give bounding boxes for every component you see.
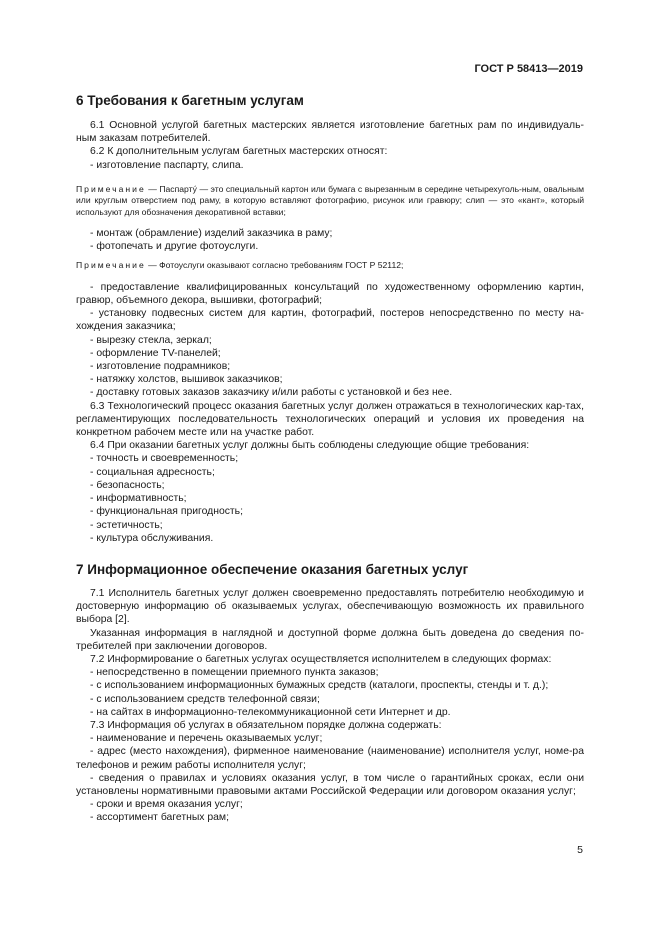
list-item: - информативность; (90, 493, 187, 505)
paragraph-6-4: 6.4 При оказании багетных услуг должны быть соблюдены следующие общие требования: (90, 440, 530, 452)
list-item: - с использованием средств телефонной связи; (90, 693, 320, 705)
paragraph-7-3: 7.3 Информация об услугах в обязательном порядке должна содержать: (90, 720, 442, 732)
list-item: - сроки и время оказания услуг; (90, 799, 243, 811)
note-text: — Паспарту́ — это специальный картон или бумага с вырезанным в середине четырехуголь-ным, овальным или круглым отверстием под раму, в которую вставляют фотографию, рисунок или гравюру; слип — это «кант», который используют для обозначения декоративной вставки; (76, 183, 584, 217)
section-6-heading: 6 Требования к багетным услугам (76, 93, 304, 108)
note-label: Примечание (76, 183, 146, 194)
list-item: - с использованием информационных бумажных средств (каталоги, проспекты, стенды и т. д.); (90, 680, 549, 692)
note-label: Примечание (76, 260, 146, 271)
paragraph-7-1: 7.1 Исполнитель багетных услуг должен своевременно предоставлять потребителю необходимую и достоверную информацию об оказываемых услугах, обеспечивающую возможность их правильного выбора [2]. (76, 588, 584, 626)
list-item: - точность и своевременность; (90, 453, 239, 465)
paragraph-7-2: 7.2 Информирование о багетных услугах осуществляется исполнителем в следующих формах: (90, 654, 552, 666)
paragraph-6-1: 6.1 Основной услугой багетных мастерских является изготовление багетных рам по индивидуаль-ным заказам потребителей. (76, 120, 584, 145)
list-item: - монтаж (обрамление) изделий заказчика в раму; (90, 228, 333, 240)
page-number: 5 (577, 844, 583, 856)
list-item: - натяжку холстов, вышивок заказчиков; (90, 374, 283, 386)
section-6-body (76, 119, 584, 545)
list-item: - вырезку стекла, зеркал; (90, 334, 212, 346)
list-item: - адрес (место нахождения), фирменное наименование (наименование) исполнителя услуг, номе-ра телефонов и режим работы исполнителя услуг; (76, 746, 584, 771)
section-7-body (76, 587, 584, 825)
list-item: - изготовление подрамников; (90, 361, 231, 373)
list-item: - эстетичность; (90, 519, 163, 531)
list-item: - доставку готовых заказов заказчику и/или работы с установкой и без нее. (90, 387, 453, 399)
standard-number: ГОСТ Р 58413—2019 (474, 63, 583, 75)
list-item: - сведения о правилах и условиях оказания услуг, в том числе о гарантийных сроках, если они установлены нормативными правовыми актами Российской Федерации или договором оказания услуг; (76, 772, 584, 798)
paragraph-6-3: 6.3 Технологический процесс оказания багетных услуг должен отражаться в технологических кар-тах, регламентирующих последовательность технологических операций и условия их проведения на конкретном рабочем месте или на участке работ. (76, 400, 584, 439)
list-item: - изготовление паспарту, слипа. (90, 159, 244, 171)
list-item: - культура обслуживания. (90, 532, 214, 544)
list-item: - на сайтах в информационно-телекоммуникационной сети Интернет и др. (90, 706, 451, 718)
note-1 (76, 184, 584, 218)
list-item: - установку подвесных систем для картин, фотографий, постеров непосредственно по месту на-хождения заказчика; (76, 308, 584, 333)
list-item: - наименование и перечень оказываемых услуг; (90, 733, 323, 745)
paragraph-6-2: 6.2 К дополнительным услугам багетных мастерских относят: (90, 146, 388, 158)
list-item: - предоставление квалифицированных консультаций по художественному оформлению картин, гравюр, объемного декора, вышивки, фотографий; (76, 281, 584, 307)
note-2 (76, 260, 584, 271)
list-item: - безопасность; (90, 479, 165, 491)
list-item: - фотопечать и другие фотоуслуги. (90, 241, 259, 253)
list-item: - социальная адресность; (90, 466, 215, 478)
list-item: - непосредственно в помещении приемного пункта заказов; (90, 667, 379, 679)
list-item: - функциональная пригодность; (90, 506, 243, 518)
section-7-heading: 7 Информационное обеспечение оказания багетных услуг (76, 562, 469, 577)
paragraph-7-1-b: Указанная информация в наглядной и доступной форме должна быть доведена до сведения по-требителей при заключении договоров. (76, 627, 584, 652)
list-item: - ассортимент багетных рам; (90, 812, 229, 824)
list-item: - оформление TV-панелей; (90, 347, 221, 359)
note-text: — Фотоуслуги оказывают согласно требованиям ГОСТ Р 52112; (145, 260, 404, 271)
